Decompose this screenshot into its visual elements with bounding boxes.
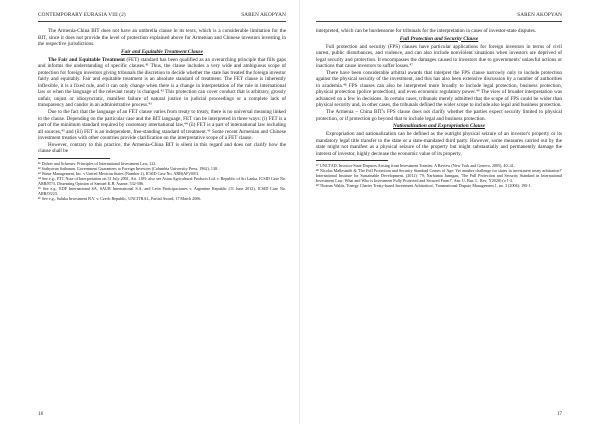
right-page bbox=[300, 0, 600, 424]
footnote: ⁴⁶ See e.g., Saluka Investment B.V. v. Czech Republic, UNCITRAL, Partial Award, 17 March 2006. bbox=[38, 196, 202, 202]
footnote: ⁴⁵ See e.g., EDF International SA, SAUR International S.A. and León Participaciones v. Argentine Republic (11 June 2012), ICSID Case No. ARB/03/23. bbox=[38, 186, 286, 197]
footnote: ⁴⁷ UNCTAD, Investor-State Disputes Arising from Investment Treaties: A Review (New York and Geneva, 2005), 40–41. bbox=[316, 163, 515, 169]
header-journal: CONTEMPORARY EURASIA VIII (2) bbox=[38, 12, 126, 18]
footnote: ⁴⁸ Nicolas Mallesmith & 'The Full Protection and Security Standard Comes of Age: Yet another challenge for states in investment treaty arbitration?' International Institute for Sustainable Development, (2012): 79; Narhamat Junngan, 'The Full Protection and Security Standard in International Investment Law: What and Who is Investment Fully Protected and Secured From?', Am. U. Bus. L. Rev. 7(2020) (o 1-2. bbox=[316, 168, 562, 184]
header-author: SAREN AKOPYAN bbox=[517, 12, 562, 18]
paragraph: The Armenia-China BIT does not have an umbrella clause in its texts, which is a considerable limitation for the BIT, since it does not provide the level of protection explained above for Armenian and Chinese investors investing in the respective jurisdictions. bbox=[38, 28, 286, 48]
paragraph: interpreted, which can be burdensome for tribunals for the interpretation in cases of investor-state disputes. bbox=[316, 28, 537, 34]
footnote-rule bbox=[316, 160, 388, 161]
page-number: 17 bbox=[556, 411, 562, 417]
paragraph: Expropriation and nationalization can be defined as the outright physical seizure of an investor's property or its mandatory legal title transfer to the state or a state-mandated third party. However, some measures carried out by the state might not manifest as a physical seizure of the property but might substantially and permanently damage the interest of investor, highly decrease the economic value of its property, bbox=[316, 131, 562, 157]
paragraph: However, contrary to this practice, the Armenia-China BIT is silent in this regard and does not clarify how the clause shall be bbox=[38, 141, 286, 155]
running-header bbox=[316, 12, 562, 22]
section-heading: Full Protection and Security Clause bbox=[399, 35, 479, 42]
header-author: SAREN AKOPYAN bbox=[241, 12, 286, 18]
body-text bbox=[38, 28, 286, 155]
page-number: 16 bbox=[38, 411, 44, 417]
footnotes bbox=[316, 163, 562, 188]
footnote: ⁴² Sathyavan Sathanan, Government Guarantees to Foreign Investors (Columbia University Press, 1962), 138. bbox=[38, 165, 219, 171]
section-heading: Nationalization and Expropriation Clause bbox=[393, 123, 485, 130]
section-heading: Fair and Equitable Treatment Clause bbox=[121, 48, 203, 55]
footnote: ⁴³ Waste Management, Inc. v United Mexican States (Number 2), ICSID Case No. ARB(AF)/00/3. bbox=[38, 170, 200, 176]
paragraph-text: (FET) standard has been qualified as an overarching principle that fills gaps and informs the understanding of specific clauses.⁴¹ Thus, the clause includes a very wide and ambiguous scope of protection for foreign investors giving tribunals the discretion to decide whether the state has treated the foreign investor fairly and equitably. Fair and equitable treatment is an absolute standard of treatment. The FET clause is inherently inflexible, it is a fixed rule, and it can only change when there is a change in interpretation of the rule in international law or when the language of the relevant treaty is changed.⁴² This protection can cover conduct that is arbitrary, grossly unfair, unjust or idiosyncratic, manifest failure of natural justice in judicial proceedings or a complete lack of transparency and candor in an administrative process.⁴³ bbox=[38, 56, 286, 109]
footnote: ⁴⁹ Thomas Walde, 'Energy Charter Treaty-based Investment Arbitration', Transnational Dispute Management 1, no. 3 (2004): 190-1. bbox=[316, 183, 532, 189]
body-text bbox=[316, 28, 562, 157]
paragraph bbox=[38, 57, 286, 109]
footnote: ⁴¹ Dolzer and Schreuer. Principles of International Investment Law, 122. bbox=[38, 160, 157, 166]
run-in-heading: The Fair and Equitable Treatment bbox=[48, 56, 125, 63]
paragraph: The Armenia – China BIT's FPS clause does not clarify whether the parties expect security limited to physical protection, or if protection go beyond that to include legal and business protection. bbox=[316, 109, 562, 122]
footnote: ⁴⁴ See e.g., FTC Note of Interpretation on 31 July 2001, Art. 1105; also see Asian Agricultural Products Ltd. v. Republic of Sri Lanka, ICSID Case No. ARB/87/3, Dissenting Opinion of Samuel K.B. Asante, 532-586. bbox=[38, 175, 286, 187]
paragraph: There have been considerable arbitral awards that interpret the FPS clause narrowly only to include protection against the physical security of the investment, and this has also been extensive discussion by a number of authorities in academia.⁴⁸ FPS clauses can also be interpreted more broadly to include legal protection, business protection, physical protection (police protection), and even economic regulatory power.⁴⁹ The view of broader interpretation was advanced on a few in decisions. In certain cases, tribunals merely admitted that the scope of FPS could be wider than physical security and, in other cases, the tribunals defined the wider scope to include also legal and business protection. bbox=[316, 69, 562, 109]
footnote-rule bbox=[38, 158, 110, 159]
paragraph: Due to the fact that the language of an FET clause varies from treaty to treaty, there is no universal meaning linked to the clause. Depending on the particular case and the BIT language, FET can be interpreted in three ways: (i) FET is a part of the minimum standard required by customary international law,⁴⁴ (ii) FET is a part of international law including all sources,⁴⁵ and (iii) FET is an independent, free-standing standard of treatment.⁴⁶ Some recent Armenian and Chinese investment treaties with other countries provide clarification on the interpretative scope of a FET clause. bbox=[38, 109, 286, 142]
footnotes bbox=[38, 161, 286, 201]
running-header bbox=[38, 12, 286, 22]
paragraph: Full protection and security (FPS) clauses have particular applications for foreign investors in terms of civil unrest, public disturbances, and violence, and can also include nonviolent situations when investors are deprived of legal security and protection. It encompasses the damages caused to investors due to governments' unlawful actions or inactions that cause investors to suffer losses.⁴⁷ bbox=[316, 43, 562, 70]
